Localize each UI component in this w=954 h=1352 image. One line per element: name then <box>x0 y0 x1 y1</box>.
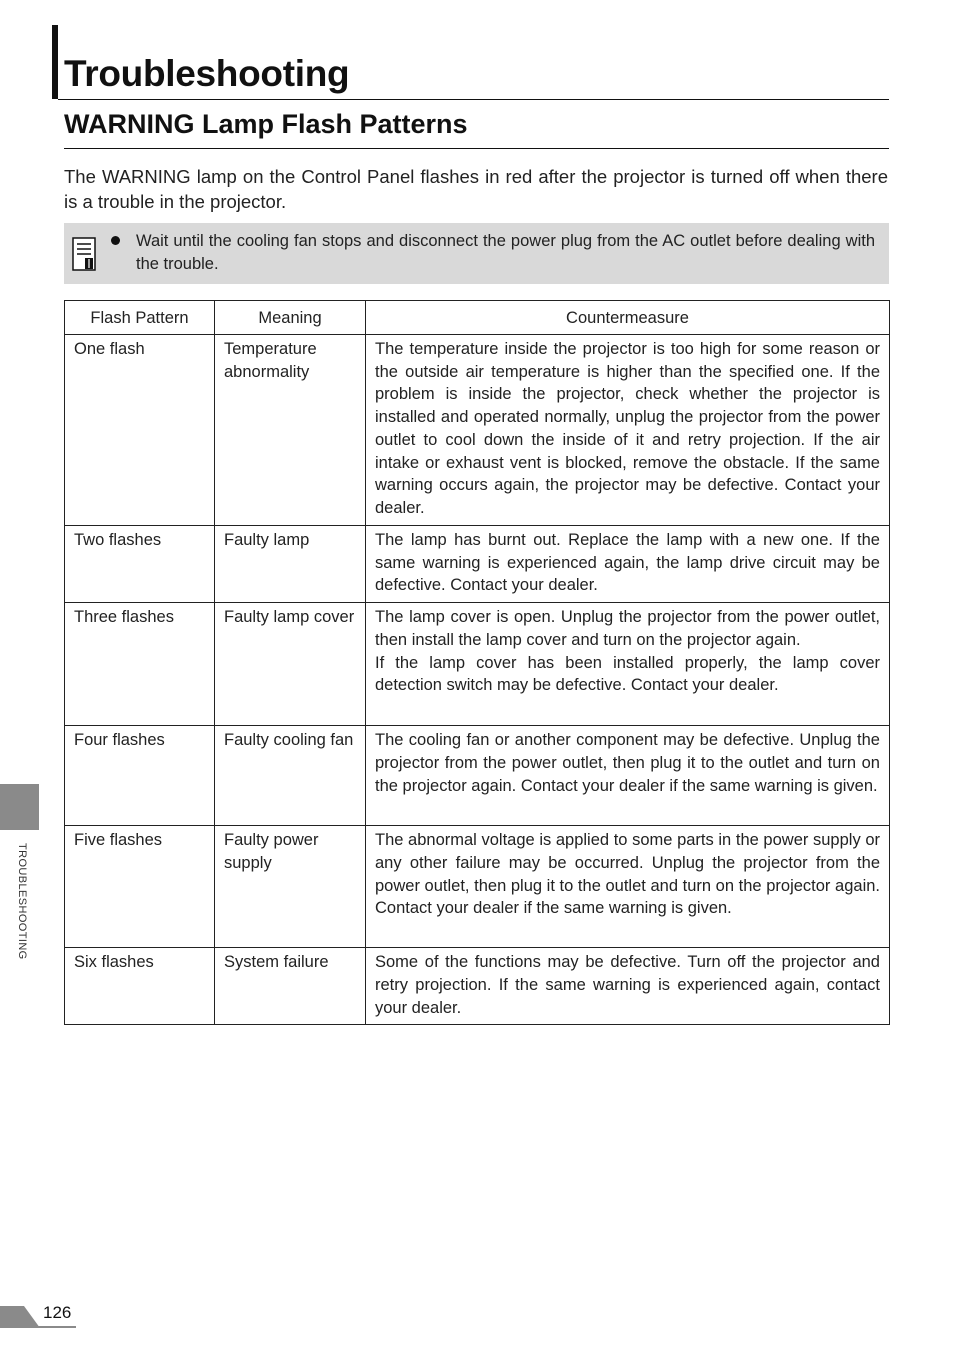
title-rule <box>58 99 889 100</box>
chapter-tab <box>0 784 39 830</box>
header-meaning: Meaning <box>215 301 366 335</box>
page-title: Troubleshooting <box>64 53 350 94</box>
note-box <box>64 223 889 284</box>
cell-countermeasure: The abnormal voltage is applied to some parts in the power supply or any other failure may be occurred. Unplug the projector from the power outlet, then plug it to the outlet and turn on the projector again. Contact your dealer if the same warning is given. <box>366 826 890 948</box>
table-row <box>65 526 890 603</box>
bullet-icon <box>111 236 120 245</box>
countermeasure-paragraph: If the lamp cover has been installed properly, the lamp cover detection switch may be defective. Contact your dealer. <box>375 653 880 695</box>
note-text: Wait until the cooling fan stops and disconnect the power plug from the AC outlet before dealing with the trouble. <box>136 232 875 273</box>
cell-countermeasure: Some of the functions may be defective. Turn off the projector and retry projection. If the same warning is experienced again, contact your dealer. <box>366 948 890 1025</box>
note-icon <box>72 237 96 271</box>
cell-countermeasure: The cooling fan or another component may be defective. Unplug the projector from the power outlet, then plug it to the outlet and turn on the projector again. Contact your dealer if the same warning is given. <box>366 726 890 826</box>
table-row <box>65 726 890 826</box>
cell-meaning: Faulty lamp <box>215 526 366 603</box>
cell-meaning: Faulty power supply <box>215 826 366 948</box>
intro-paragraph: The WARNING lamp on the Control Panel flashes in red after the projector is turned off when there is a trouble in the projector. <box>64 166 888 212</box>
cell-pattern: Three flashes <box>65 603 215 726</box>
chapter-label: TROUBLESHOOTING <box>16 843 28 960</box>
cell-meaning: Temperature abnormality <box>215 335 366 526</box>
page-number: 126 <box>43 1303 72 1322</box>
cell-meaning: System failure <box>215 948 366 1025</box>
title-accent-bar <box>52 25 58 99</box>
cell-meaning: Faulty lamp cover <box>215 603 366 726</box>
cell-countermeasure: The lamp has burnt out. Replace the lamp with a new one. If the same warning is experienced again, the lamp drive circuit may be defective. Contact your dealer. <box>366 526 890 603</box>
cell-pattern: Five flashes <box>65 826 215 948</box>
table-row <box>65 603 890 726</box>
flash-pattern-table <box>64 300 890 1025</box>
section-title: WARNING Lamp Flash Patterns <box>64 109 468 139</box>
table-row <box>65 826 890 948</box>
cell-meaning: Faulty cooling fan <box>215 726 366 826</box>
section-rule <box>64 148 889 149</box>
cell-countermeasure <box>366 603 890 726</box>
cell-pattern: Four flashes <box>65 726 215 826</box>
header-flash-pattern: Flash Pattern <box>65 301 215 335</box>
cell-pattern: Six flashes <box>65 948 215 1025</box>
countermeasure-paragraph: The lamp cover is open. Unplug the projector from the power outlet, then install the lamp cover and turn on the projector again. <box>375 608 880 649</box>
cell-pattern: Two flashes <box>65 526 215 603</box>
table-row <box>65 335 890 526</box>
header-countermeasure: Countermeasure <box>366 301 890 335</box>
page-number-rule <box>0 1326 76 1328</box>
cell-countermeasure: The temperature inside the projector is too high for some reason or the outside air temperature is higher than the specified one. If the problem is inside the projector, check whether the projector is installed and operated normally, unplug the projector from the power outlet to cool down the inside of it and retry projection. If the air intake or exhaust vent is blocked, remove the obstacle. If the same warning occurs again, the projector may be defective. Contact your dealer. <box>366 335 890 526</box>
table-header-row <box>65 301 890 335</box>
table-row <box>65 948 890 1025</box>
cell-pattern: One flash <box>65 335 215 526</box>
page-number-tab <box>0 1306 40 1328</box>
